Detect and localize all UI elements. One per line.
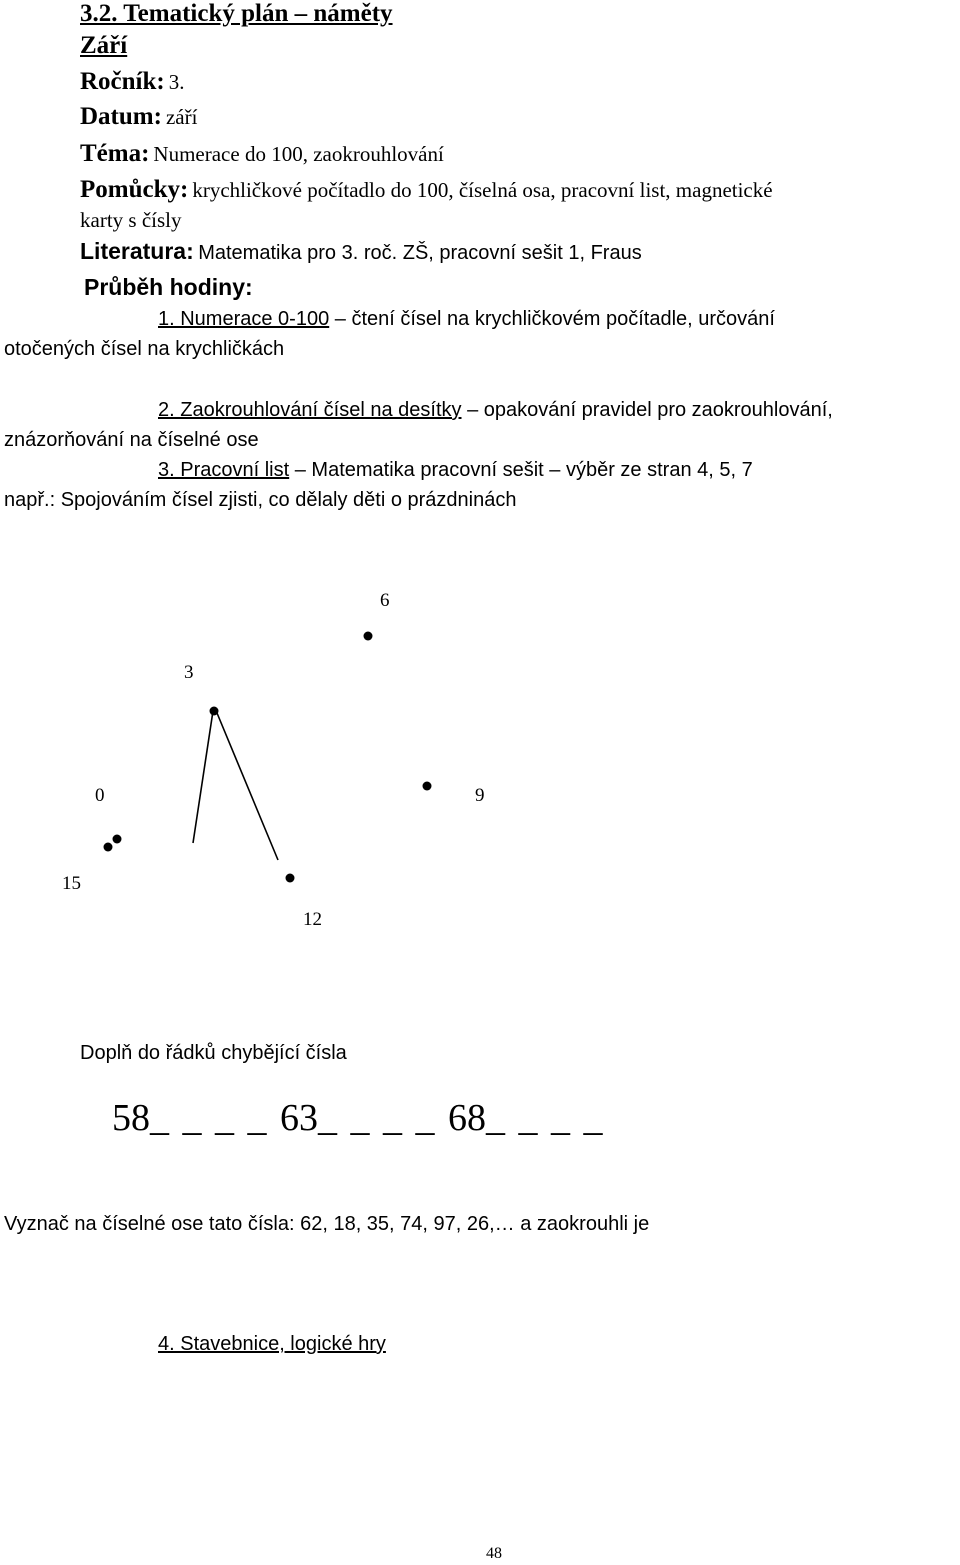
item3-head: 3. Pracovní list	[158, 459, 290, 481]
item2-text: – opakování pravidel pro zaokrouhlování,	[467, 399, 833, 421]
dot-0	[113, 835, 122, 844]
dot-12	[286, 874, 295, 883]
connect-line	[193, 711, 213, 843]
pomucky-value: krychličkové počítadlo do 100, číselná osa, pracovní list, magnetické	[192, 178, 773, 202]
pomucky-value-cont: karty s čísly	[80, 208, 182, 232]
month-heading: Září	[80, 32, 128, 59]
dot-label-6: 6	[380, 590, 390, 611]
section-title: 3.2. Tematický plán – náměty	[80, 0, 393, 27]
tema-value: Numerace do 100, zaokrouhlování	[153, 142, 444, 166]
vyznac-text: Vyznač na číselné ose tato čísla: 62, 18, 35, 74, 97, 26,… a zaokrouhli je	[4, 1213, 650, 1235]
dot-label-3: 3	[184, 662, 194, 683]
dot-label-12: 12	[303, 909, 322, 930]
fill-row: 58_ _ _ _ 63_ _ _ _ 68_ _ _ _	[112, 1097, 603, 1139]
item4: 4. Stavebnice, logické hry	[158, 1333, 386, 1355]
literatura-value: Matematika pro 3. roč. ZŠ, pracovní sešit 1, Fraus	[198, 242, 642, 264]
item2-head: 2. Zaokrouhlování čísel na desítky	[158, 399, 462, 421]
literatura-label: Literatura:	[80, 238, 194, 264]
dot-label-0: 0	[95, 785, 105, 806]
pomucky-label: Pomůcky:	[80, 176, 189, 203]
datum-value: září	[165, 105, 198, 129]
dot-label-15: 15	[62, 873, 81, 894]
datum-label: Datum:	[80, 103, 162, 130]
prubeh-heading: Průběh hodiny:	[84, 274, 253, 300]
item1-cont: otočených čísel na krychličkách	[4, 338, 285, 360]
item2-cont: znázorňování na číselné ose	[4, 429, 259, 451]
dot-label-9: 9	[475, 785, 485, 806]
item1-text: – čtení čísel na krychličkovém počítadle, určování	[334, 308, 775, 330]
rocnik-label: Ročník:	[80, 68, 165, 95]
item3-cont: např.: Spojováním čísel zjisti, co dělaly děti o prázdninách	[4, 489, 517, 511]
dot-3	[210, 707, 219, 716]
tema-label: Téma:	[80, 140, 150, 167]
item1-head: 1. Numerace 0-100	[158, 308, 330, 330]
connect-line	[217, 713, 278, 860]
dot-6	[364, 632, 373, 641]
fill-title: Doplň do řádků chybějící čísla	[80, 1042, 347, 1064]
item3-text: – Matematika pracovní sešit – výběr ze stran 4, 5, 7	[294, 459, 753, 481]
page-number: 48	[486, 1545, 502, 1562]
dot-9	[423, 782, 432, 791]
rocnik-value: 3.	[168, 70, 185, 94]
dot-15	[104, 843, 113, 852]
